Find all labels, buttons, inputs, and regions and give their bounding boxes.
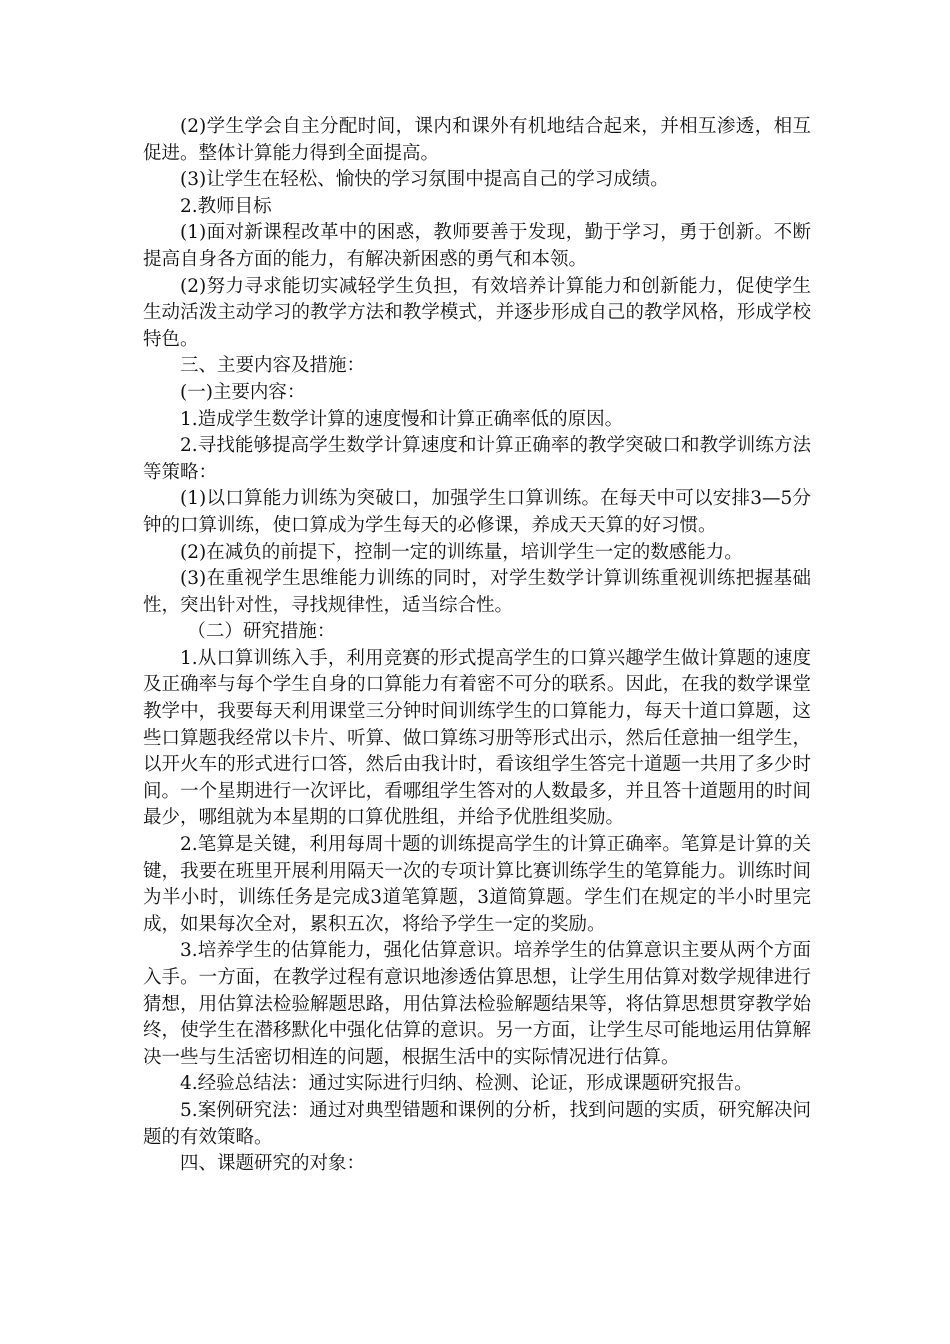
paragraph-teacher-goal-1: (1)面对新课程改革中的困惑，教师要善于发现，勤于学习，勇于创新。不断提高自身各方面的能力，有解决新困惑的勇气和本领。 <box>143 222 811 270</box>
paragraph-strategy-2: (2)在减负的前提下，控制一定的训练量，培训学生一定的数感能力。 <box>180 541 743 563</box>
paragraph-measure-4: 4.经验总结法：通过实际进行归纳、检测、论证，形成课题研究报告。 <box>180 1073 753 1095</box>
paragraph-measure-2: 2.笔算是关键，利用每周十题的训练提高学生的计算正确率。笔算是计算的关键，我要在班里开展利用隔天一次的专项计算比赛训练学生的笔算能力。训练时间为半小时，训练任务是完成3道笔算题，3道简算题。学生们在规定的半小时里完成，如果每次全对，累积五次，将给予学生一定的奖励。 <box>143 834 811 935</box>
paragraph-strategy-1: (1)以口算能力训练为突破口，加强学生口算训练。在每天中可以安排3—5分钟的口算训练，使口算成为学生每天的必修课，养成天天算的好习惯。 <box>143 488 811 536</box>
heading-research-subjects: 四、课题研究的对象： <box>180 1153 366 1175</box>
paragraph-content-2: 2.寻找能够提高学生数学计算速度和计算正确率的教学突破口和教学训练方法等策略： <box>143 435 811 483</box>
paragraph-measure-5: 5.案例研究法：通过对典型错题和课例的分析，找到问题的实质，研究解决问题的有效策略。 <box>143 1099 811 1148</box>
document-body <box>143 114 811 1178</box>
paragraph-strategy-3: (3)在重视学生思维能力训练的同时，对学生数学计算训练重视训练把握基础性，突出针对性，寻找规律性，适当综合性。 <box>143 568 811 616</box>
heading-research-measures: （二）研究措施： <box>187 621 336 643</box>
heading-main-content: (一)主要内容： <box>180 381 306 403</box>
paragraph-teacher-goal-2: (2)努力寻求能切实减轻学生负担，有效培养计算能力和创新能力，促使学生生动活泼主动学习的教学方法和教学模式，并逐步形成自己的教学风格，形成学校特色。 <box>143 275 811 350</box>
paragraph-content-1: 1.造成学生数学计算的速度慢和计算正确率低的原因。 <box>180 408 624 430</box>
paragraph-measure-3: 3.培养学生的估算能力，强化估算意识。培养学生的估算意识主要从两个方面入手。一方面，在教学过程有意识地渗透估算思想，让学生用估算对数学规律进行猜想，用估算法检验解题思路，用估算法检验解题结果等，将估算思想贯穿教学始终，使学生在潜移默化中强化估算的意识。另一方面，让学生尽可能地运用估算解决一些与生活密切相连的问题，根据生活中的实际情况进行估算。 <box>143 940 811 1068</box>
paragraph-student-goal-3: (3)让学生在轻松、愉快的学习氛围中提高自己的学习成绩。 <box>180 169 669 191</box>
heading-content-measures: 三、主要内容及措施： <box>180 355 366 377</box>
paragraph-student-goal-2: (2)学生学会自主分配时间，课内和课外有机地结合起来，并相互渗透，相互促进。整体计算能力得到全面提高。 <box>143 116 811 164</box>
heading-teacher-goals: 2.教师目标 <box>180 195 272 217</box>
paragraph-measure-1: 1.从口算训练入手，利用竞赛的形式提高学生的口算兴趣学生做计算题的速度及正确率与每个学生自身的口算能力有着密不可分的联系。因此，在我的数学课堂教学中，我要每天利用课堂三分钟时间训练学生的口算能力，每天十道口算题，这些口算题我经常以卡片、听算、做口算练习册等形式出示，然后任意抽一组学生，以开火车的形式进行口答，然后由我计时，看该组学生答完十道题一共用了多少时间。一个星期进行一次评比，看哪组学生答对的人数最多，并且答十道题用的时间最少，哪组就为本星期的口算优胜组，并给予优胜组奖励。 <box>143 647 811 829</box>
